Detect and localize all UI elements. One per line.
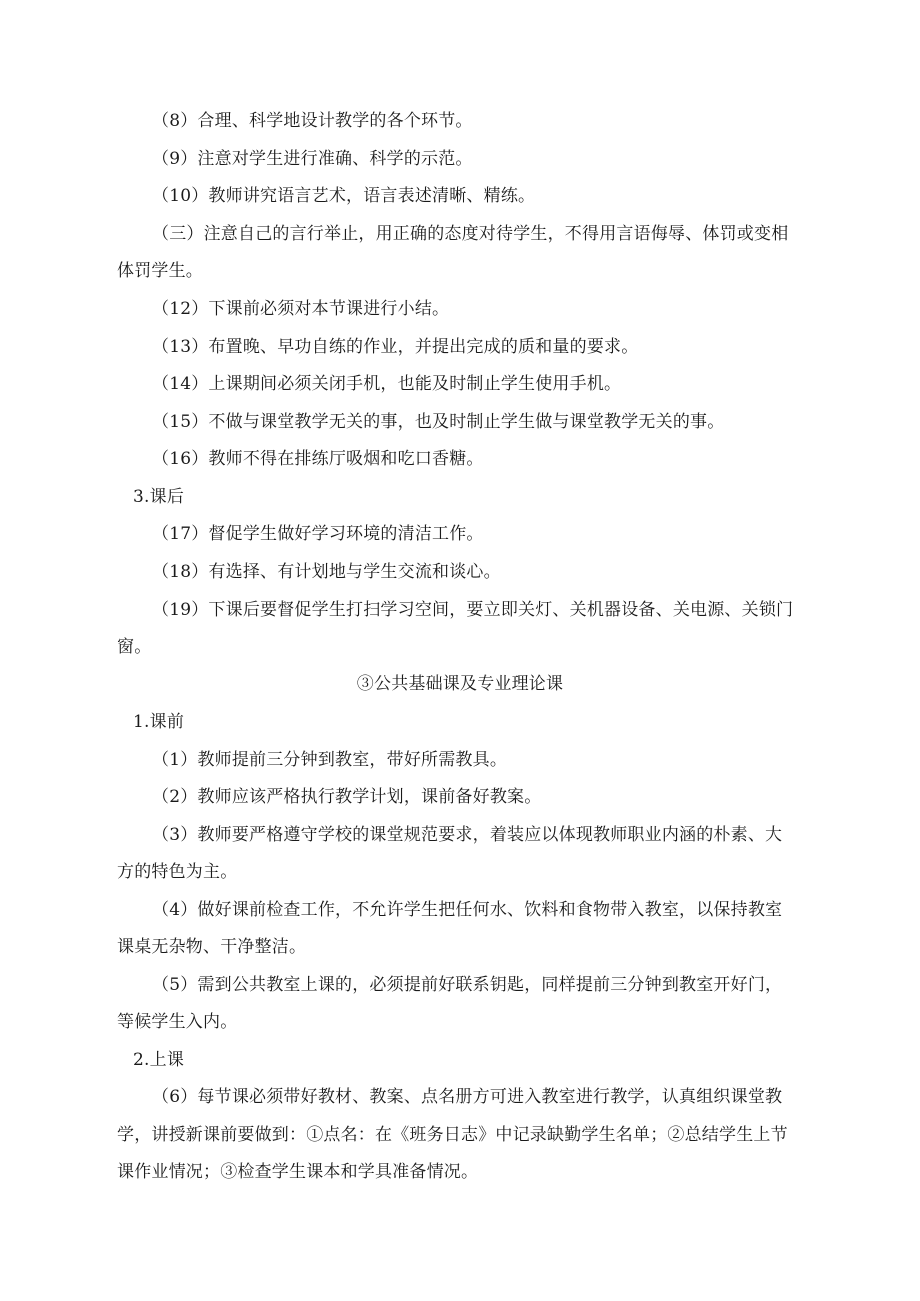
section-title-public-courses: ③公共基础课及专业理论课 xyxy=(356,674,564,694)
paragraph-item-16: （16）教师不得在排练厅吸烟和吃口香糖。 xyxy=(152,449,484,469)
paragraph-item-4-line-1: （4）做好课前检查工作，不允许学生把任何水、饮料和食物带入教室，以保持教室 xyxy=(152,900,783,920)
paragraph-item-17: （17）督促学生做好学习环境的清洁工作。 xyxy=(152,524,484,544)
paragraph-item-19-line-2: 窗。 xyxy=(117,637,152,657)
paragraph-item-11-line-1: （三）注意自己的言行举止，用正确的态度对待学生，不得用言语侮辱、体罚或变相 xyxy=(152,224,789,244)
paragraph-item-19-line-1: （19）下课后要督促学生打扫学习空间，要立即关灯、关机器设备、关电源、关锁门 xyxy=(152,600,794,620)
section-heading-in-class: 2.上课 xyxy=(133,1050,185,1070)
paragraph-item-18: （18）有选择、有计划地与学生交流和谈心。 xyxy=(152,562,501,582)
paragraph-item-11-line-2: 体罚学生。 xyxy=(117,261,203,281)
paragraph-item-1: （1）教师提前三分钟到教室，带好所需教具。 xyxy=(152,750,508,770)
paragraph-item-3-line-2: 方的特色为主。 xyxy=(117,862,238,882)
paragraph-item-15: （15）不做与课堂教学无关的事，也及时制止学生做与课堂教学无关的事。 xyxy=(152,412,725,432)
paragraph-item-3-line-1: （3）教师要严格遵守学校的课堂规范要求，着装应以体现教师职业内涵的朴素、大 xyxy=(152,825,783,845)
paragraph-item-5-line-1: （5）需到公共教室上课的，必须提前好联系钥匙，同样提前三分钟到教室开好门， xyxy=(152,975,783,995)
paragraph-item-10: （10）教师讲究语言艺术，语言表述清晰、精练。 xyxy=(152,186,536,206)
paragraph-item-14: （14）上课期间必须关闭手机，也能及时制止学生使用手机。 xyxy=(152,374,622,394)
section-heading-after-class: 3.课后 xyxy=(133,487,185,507)
paragraph-item-6-line-2: 学，讲授新课前要做到：①点名：在《班务日志》中记录缺勤学生名单；②总结学生上节 xyxy=(117,1125,788,1145)
paragraph-item-12: （12）下课前必须对本节课进行小结。 xyxy=(152,299,450,319)
paragraph-item-8: （8）合理、科学地设计教学的各个环节。 xyxy=(152,111,473,131)
paragraph-item-4-line-2: 课桌无杂物、干净整洁。 xyxy=(117,937,307,957)
section-heading-before-class: 1.课前 xyxy=(133,712,185,732)
paragraph-item-5-line-2: 等候学生入内。 xyxy=(117,1012,238,1032)
paragraph-item-9: （9）注意对学生进行准确、科学的示范。 xyxy=(152,149,473,169)
paragraph-item-2: （2）教师应该严格执行教学计划，课前备好教案。 xyxy=(152,787,542,807)
paragraph-item-13: （13）布置晚、早功自练的作业，并提出完成的质和量的要求。 xyxy=(152,337,639,357)
paragraph-item-6-line-3: 课作业情况；③检查学生课本和学具准备情况。 xyxy=(117,1162,479,1182)
paragraph-item-6-line-1: （6）每节课必须带好教材、教案、点名册方可进入教室进行教学，认真组织课堂教 xyxy=(152,1087,783,1107)
